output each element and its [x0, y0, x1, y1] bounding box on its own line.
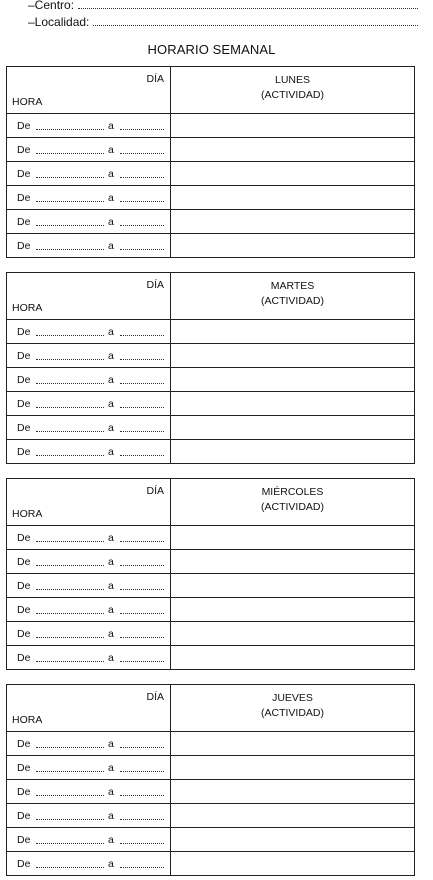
end-time-fill-line[interactable] [120, 383, 164, 384]
day-header-cell [171, 67, 415, 114]
from-label: De [17, 240, 31, 252]
from-label: De [17, 604, 31, 616]
to-label: a [108, 446, 114, 458]
start-time-fill-line[interactable] [36, 771, 104, 772]
table-row [7, 440, 415, 464]
day-name: JUEVES [272, 692, 313, 704]
dia-label: DÍA [146, 73, 164, 85]
from-label: De [17, 858, 31, 870]
from-label: De [17, 580, 31, 592]
time-range-cell [7, 828, 171, 852]
time-range-cell [7, 852, 171, 876]
end-time-fill-line[interactable] [120, 431, 164, 432]
end-time-fill-line[interactable] [120, 177, 164, 178]
end-time-fill-line[interactable] [120, 795, 164, 796]
to-label: a [108, 762, 114, 774]
time-range-cell [7, 210, 171, 234]
activity-cell[interactable] [171, 732, 415, 756]
activity-cell[interactable] [171, 804, 415, 828]
start-time-fill-line[interactable] [36, 249, 104, 250]
day-header-cell [171, 479, 415, 526]
time-range-cell [7, 550, 171, 574]
to-label: a [108, 120, 114, 132]
actividad-label: (ACTIVIDAD) [261, 295, 324, 307]
day-header-cell [171, 685, 415, 732]
from-label: De [17, 216, 31, 228]
start-time-fill-line[interactable] [36, 541, 104, 542]
start-time-fill-line[interactable] [36, 201, 104, 202]
activity-cell[interactable] [171, 162, 415, 186]
start-time-fill-line[interactable] [36, 383, 104, 384]
to-label: a [108, 580, 114, 592]
end-time-fill-line[interactable] [120, 613, 164, 614]
to-label: a [108, 398, 114, 410]
activity-cell[interactable] [171, 344, 415, 368]
end-time-fill-line[interactable] [120, 819, 164, 820]
from-label: De [17, 350, 31, 362]
from-label: De [17, 192, 31, 204]
start-time-fill-line[interactable] [36, 431, 104, 432]
end-time-fill-line[interactable] [120, 565, 164, 566]
start-time-fill-line[interactable] [36, 455, 104, 456]
start-time-fill-line[interactable] [36, 819, 104, 820]
table-header-row [7, 67, 415, 114]
table-row [7, 852, 415, 876]
day-name: MARTES [270, 280, 315, 292]
end-time-fill-line[interactable] [120, 867, 164, 868]
to-label: a [108, 350, 114, 362]
dia-label: DÍA [146, 279, 164, 291]
from-label: De [17, 532, 31, 544]
end-time-fill-line[interactable] [120, 153, 164, 154]
dia-hora-header-cell [7, 67, 171, 114]
from-label: De [17, 446, 31, 458]
activity-cell[interactable] [171, 114, 415, 138]
table-row [7, 210, 415, 234]
table-header-row [7, 273, 415, 320]
to-label: a [108, 240, 114, 252]
table-row [7, 162, 415, 186]
time-range-cell [7, 598, 171, 622]
table-row [7, 780, 415, 804]
schedule-table-0 [6, 66, 415, 258]
end-time-fill-line[interactable] [120, 407, 164, 408]
dia-label: DÍA [146, 691, 164, 703]
from-label: De [17, 168, 31, 180]
to-label: a [108, 326, 114, 338]
time-range-cell [7, 732, 171, 756]
end-time-fill-line[interactable] [120, 225, 164, 226]
activity-cell[interactable] [171, 186, 415, 210]
end-time-fill-line[interactable] [120, 661, 164, 662]
start-time-fill-line[interactable] [36, 153, 104, 154]
table-row [7, 646, 415, 670]
start-time-fill-line[interactable] [36, 795, 104, 796]
to-label: a [108, 192, 114, 204]
activity-cell[interactable] [171, 852, 415, 876]
end-time-fill-line[interactable] [120, 637, 164, 638]
from-label: De [17, 398, 31, 410]
time-range-cell [7, 368, 171, 392]
schedule-table-2 [6, 478, 415, 670]
to-label: a [108, 374, 114, 386]
table-row [7, 416, 415, 440]
time-range-cell [7, 574, 171, 598]
start-time-fill-line[interactable] [36, 177, 104, 178]
time-range-cell [7, 138, 171, 162]
end-time-fill-line[interactable] [120, 201, 164, 202]
from-label: De [17, 786, 31, 798]
table-row [7, 732, 415, 756]
table-row [7, 756, 415, 780]
hora-label: HORA [12, 96, 43, 108]
page-title: HORARIO SEMANAL [147, 42, 276, 57]
table-row [7, 138, 415, 162]
end-time-fill-line[interactable] [120, 843, 164, 844]
to-label: a [108, 858, 114, 870]
end-time-fill-line[interactable] [120, 541, 164, 542]
hora-label: HORA [12, 714, 43, 726]
actividad-label: (ACTIVIDAD) [261, 89, 324, 101]
to-label: a [108, 168, 114, 180]
dia-hora-header-cell [7, 479, 171, 526]
to-label: a [108, 216, 114, 228]
end-time-fill-line[interactable] [120, 335, 164, 336]
time-range-cell [7, 114, 171, 138]
centro-field[interactable] [28, 0, 418, 12]
start-time-fill-line[interactable] [36, 867, 104, 868]
from-label: De [17, 556, 31, 568]
to-label: a [108, 834, 114, 846]
activity-cell[interactable] [171, 756, 415, 780]
start-time-fill-line[interactable] [36, 335, 104, 336]
from-label: De [17, 762, 31, 774]
start-time-fill-line[interactable] [36, 747, 104, 748]
start-time-fill-line[interactable] [36, 225, 104, 226]
table-row [7, 392, 415, 416]
localidad-field[interactable] [28, 15, 418, 29]
from-label: De [17, 834, 31, 846]
localidad-label: –Localidad: [28, 15, 90, 29]
table-row [7, 114, 415, 138]
activity-cell[interactable] [171, 574, 415, 598]
from-label: De [17, 628, 31, 640]
to-label: a [108, 628, 114, 640]
activity-cell[interactable] [171, 622, 415, 646]
actividad-label: (ACTIVIDAD) [261, 501, 324, 513]
actividad-label: (ACTIVIDAD) [261, 707, 324, 719]
activity-cell[interactable] [171, 440, 415, 464]
activity-cell[interactable] [171, 416, 415, 440]
day-name: LUNES [274, 74, 310, 86]
activity-cell[interactable] [171, 234, 415, 258]
activity-cell[interactable] [171, 828, 415, 852]
from-label: De [17, 422, 31, 434]
start-time-fill-line[interactable] [36, 843, 104, 844]
dia-label: DÍA [146, 485, 164, 497]
time-range-cell [7, 440, 171, 464]
table-row [7, 622, 415, 646]
start-time-fill-line[interactable] [36, 661, 104, 662]
start-time-fill-line[interactable] [36, 565, 104, 566]
end-time-fill-line[interactable] [120, 747, 164, 748]
time-range-cell [7, 344, 171, 368]
to-label: a [108, 604, 114, 616]
table-row [7, 320, 415, 344]
activity-cell[interactable] [171, 368, 415, 392]
time-range-cell [7, 646, 171, 670]
activity-cell[interactable] [171, 598, 415, 622]
table-row [7, 526, 415, 550]
activity-cell[interactable] [171, 320, 415, 344]
table-header-row [7, 685, 415, 732]
end-time-fill-line[interactable] [120, 129, 164, 130]
hora-label: HORA [12, 302, 43, 314]
to-label: a [108, 738, 114, 750]
table-row [7, 598, 415, 622]
centro-fill-line[interactable] [78, 8, 418, 9]
time-range-cell [7, 162, 171, 186]
day-name: MIÉRCOLES [261, 486, 324, 498]
time-range-cell [7, 622, 171, 646]
end-time-fill-line[interactable] [120, 249, 164, 250]
activity-cell[interactable] [171, 780, 415, 804]
activity-cell[interactable] [171, 646, 415, 670]
to-label: a [108, 810, 114, 822]
activity-cell[interactable] [171, 138, 415, 162]
table-row [7, 368, 415, 392]
from-label: De [17, 738, 31, 750]
activity-cell[interactable] [171, 526, 415, 550]
dia-hora-header-cell [7, 685, 171, 732]
to-label: a [108, 556, 114, 568]
table-row [7, 574, 415, 598]
day-header-cell [171, 273, 415, 320]
activity-cell[interactable] [171, 550, 415, 574]
table-row [7, 234, 415, 258]
end-time-fill-line[interactable] [120, 359, 164, 360]
time-range-cell [7, 526, 171, 550]
time-range-cell [7, 780, 171, 804]
time-range-cell [7, 804, 171, 828]
from-label: De [17, 120, 31, 132]
start-time-fill-line[interactable] [36, 359, 104, 360]
activity-cell[interactable] [171, 210, 415, 234]
time-range-cell [7, 234, 171, 258]
schedule-table-3 [6, 684, 415, 876]
table-row [7, 828, 415, 852]
table-header-row [7, 479, 415, 526]
table-row [7, 804, 415, 828]
from-label: De [17, 326, 31, 338]
time-range-cell [7, 756, 171, 780]
start-time-fill-line[interactable] [36, 637, 104, 638]
hora-label: HORA [12, 508, 43, 520]
start-time-fill-line[interactable] [36, 613, 104, 614]
end-time-fill-line[interactable] [120, 771, 164, 772]
table-row [7, 186, 415, 210]
end-time-fill-line[interactable] [120, 455, 164, 456]
to-label: a [108, 532, 114, 544]
schedule-table-1 [6, 272, 415, 464]
dia-hora-header-cell [7, 273, 171, 320]
table-row [7, 550, 415, 574]
from-label: De [17, 652, 31, 664]
to-label: a [108, 652, 114, 664]
from-label: De [17, 810, 31, 822]
time-range-cell [7, 392, 171, 416]
start-time-fill-line[interactable] [36, 589, 104, 590]
to-label: a [108, 144, 114, 156]
start-time-fill-line[interactable] [36, 129, 104, 130]
time-range-cell [7, 416, 171, 440]
start-time-fill-line[interactable] [36, 407, 104, 408]
end-time-fill-line[interactable] [120, 589, 164, 590]
to-label: a [108, 422, 114, 434]
from-label: De [17, 144, 31, 156]
localidad-fill-line[interactable] [93, 25, 418, 26]
time-range-cell [7, 320, 171, 344]
centro-label: –Centro: [28, 0, 75, 12]
to-label: a [108, 786, 114, 798]
activity-cell[interactable] [171, 392, 415, 416]
from-label: De [17, 374, 31, 386]
table-row [7, 344, 415, 368]
time-range-cell [7, 186, 171, 210]
